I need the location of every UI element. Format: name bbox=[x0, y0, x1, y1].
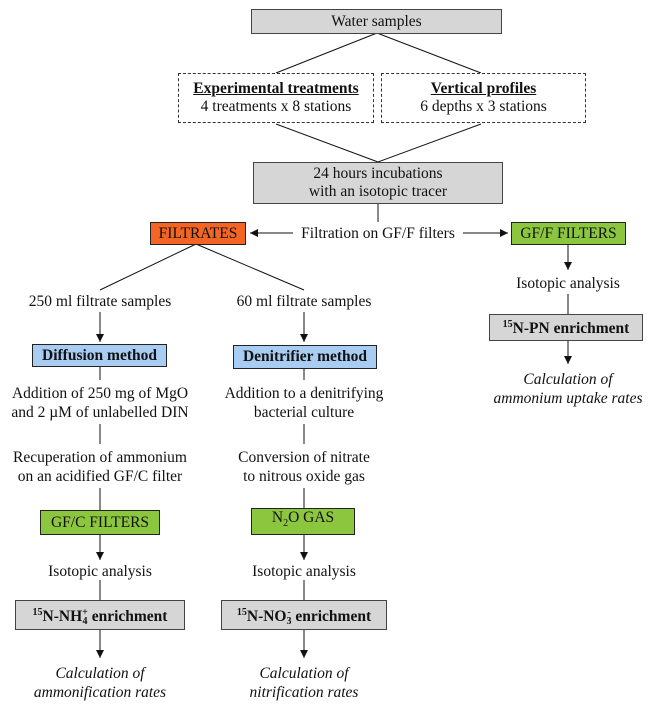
incubation-line1: 24 hours incubations bbox=[313, 165, 443, 182]
experimental-detail: 4 treatments x 8 stations bbox=[200, 98, 352, 115]
middle-calc-line2: nitrification rates bbox=[249, 684, 359, 701]
left-calc-line1: Calculation of bbox=[55, 665, 145, 682]
left-step2 bbox=[13, 448, 187, 486]
middle-calc-line1: Calculation of bbox=[259, 665, 349, 682]
middle-analysis-label: Isotopic analysis bbox=[252, 563, 356, 580]
left-calc-line2: ammonification rates bbox=[33, 684, 167, 701]
incubation-line2: with an isotopic tracer bbox=[308, 183, 448, 200]
denitrifier-method-box bbox=[233, 345, 377, 369]
filtrates-box bbox=[150, 222, 246, 245]
right-calc bbox=[494, 370, 643, 408]
vertical-detail: 6 depths x 3 stations bbox=[420, 98, 547, 115]
experimental-treatments-box bbox=[178, 73, 374, 123]
right-calc-line2: ammonium uptake rates bbox=[493, 390, 643, 407]
denitrifier-method-label: Denitrifier method bbox=[242, 348, 368, 365]
left-sample-label: 250 ml filtrate samples bbox=[28, 293, 172, 310]
middle-step1 bbox=[225, 384, 384, 422]
gfc-filters-box bbox=[40, 510, 160, 535]
middle-step2-line2: to nitrous oxide gas bbox=[243, 468, 365, 485]
nh4-enrichment-box bbox=[15, 600, 185, 630]
n2o-gas-box bbox=[251, 508, 355, 535]
n2o-gas-label: $N_2O$ GAS bbox=[271, 509, 335, 530]
line-water-to-experimental bbox=[276, 33, 377, 73]
water-samples-label: Water samples bbox=[331, 12, 422, 30]
left-step1 bbox=[11, 384, 188, 422]
middle-calc bbox=[250, 664, 359, 702]
middle-step1-line1: Addition to a denitrifying bbox=[224, 385, 384, 402]
vertical-profiles-box bbox=[381, 73, 586, 123]
left-step2-line1: Recuperation of ammonium bbox=[13, 449, 187, 466]
pn-enrichment-label: $^{15}$N-PN enrichment bbox=[502, 319, 630, 338]
line-experimental-to-incubation bbox=[276, 124, 378, 162]
gfc-filters-label: GF/C FILTERS bbox=[50, 513, 150, 531]
middle-step1-line2: bacterial culture bbox=[253, 404, 355, 421]
right-analysis-label: Isotopic analysis bbox=[516, 275, 620, 292]
filtrates-label: FILTRATES bbox=[158, 224, 238, 242]
left-step2-line2: on an acidified GF/C filter bbox=[17, 468, 183, 485]
left-step1-line2: and 2 µM of unlabelled DIN bbox=[11, 404, 189, 421]
left-analysis-label: Isotopic analysis bbox=[48, 563, 152, 580]
left-step1-line1: Addition of 250 mg of MgO bbox=[11, 385, 189, 402]
middle-step2 bbox=[238, 448, 370, 486]
middle-step2-line1: Conversion of nitrate bbox=[238, 449, 370, 466]
right-calc-line1: Calculation of bbox=[523, 371, 613, 388]
gff-filters-label: GF/F FILTERS bbox=[520, 224, 617, 242]
diffusion-method-box bbox=[32, 344, 167, 367]
vertical-title: Vertical profiles bbox=[430, 80, 537, 97]
no3-enrichment-box bbox=[221, 600, 387, 630]
diffusion-method-label: Diffusion method bbox=[42, 346, 157, 364]
gff-filters-box bbox=[511, 222, 626, 245]
water-samples-box bbox=[251, 9, 502, 34]
nh4-enrichment-label: $^{15}$N-NH + 4 enrichment bbox=[32, 606, 168, 628]
filtration-label: Filtration on GF/F filters bbox=[301, 225, 455, 242]
incubation-box bbox=[253, 162, 503, 204]
left-calc bbox=[34, 664, 166, 702]
experimental-title: Experimental treatments bbox=[193, 80, 359, 97]
middle-sample-label: 60 ml filtrate samples bbox=[236, 293, 372, 310]
line-water-to-vertical bbox=[377, 33, 481, 73]
line-vertical-to-incubation bbox=[378, 124, 481, 162]
no3-enrichment-label: $^{15}$N-NO - 3 enrichment bbox=[236, 606, 372, 628]
pn-enrichment-box bbox=[489, 314, 643, 341]
